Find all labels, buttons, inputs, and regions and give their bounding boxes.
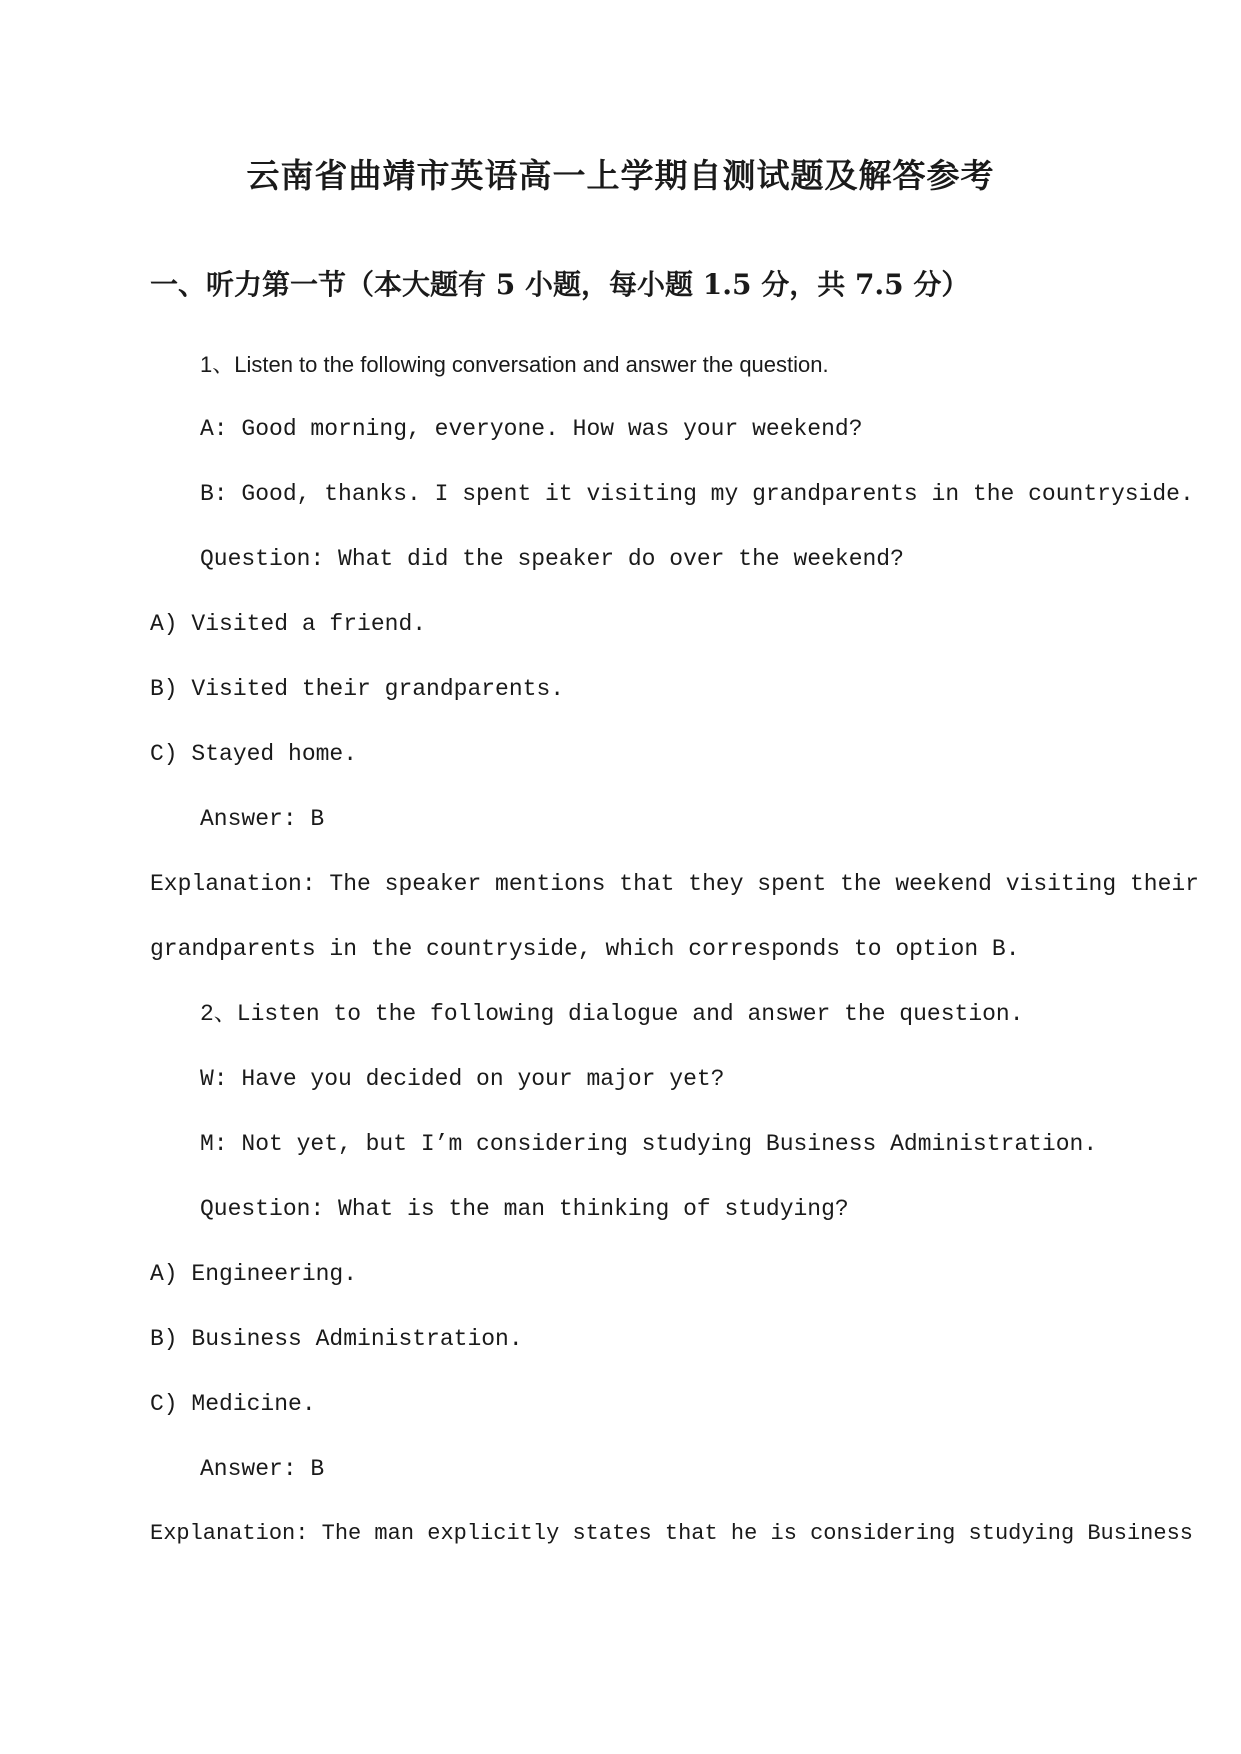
q1-dialogue-b: B: Good, thanks. I spent it visiting my grandparents in the countryside. (200, 481, 1194, 507)
q2-answer: Answer: B (200, 1456, 325, 1482)
q2-question: Question: What is the man thinking of studying? (200, 1196, 849, 1222)
q1-prompt: 1、Listen to the following conversation and answer the question. (200, 352, 829, 377)
q1-explanation-line1: Explanation: The speaker mentions that they spent the weekend visiting their (150, 871, 1199, 897)
q2-option-b: B) Business Administration. (150, 1326, 523, 1352)
section-heading: 一、听力第一节（本大题有 5 小题，每小题 1.5 分，共 7.5 分） (150, 268, 970, 301)
q1-option-a: A) Visited a friend. (150, 611, 427, 637)
q2-prompt: 2、Listen to the following dialogue and answer the question. (200, 1001, 1024, 1027)
q1-question: Question: What did the speaker do over the weekend? (200, 546, 904, 572)
q1-option-c: C) Stayed home. (150, 741, 358, 767)
q2-dialogue-w: W: Have you decided on your major yet? (200, 1066, 725, 1092)
q2-explanation-line1: Explanation: The man explicitly states that he is considering studying Business (150, 1521, 1193, 1546)
q2-option-c: C) Medicine. (150, 1391, 316, 1417)
document-title: 云南省曲靖市英语高一上学期自测试题及解答参考 (246, 156, 995, 195)
q1-answer: Answer: B (200, 806, 325, 832)
q1-dialogue-a: A: Good morning, everyone. How was your weekend? (200, 416, 863, 442)
q2-option-a: A) Engineering. (150, 1261, 358, 1287)
q2-dialogue-m: M: Not yet, but I’m considering studying Business Administration. (200, 1131, 1098, 1157)
q1-option-b: B) Visited their grandparents. (150, 676, 565, 702)
q1-explanation-line2: grandparents in the countryside, which corresponds to option B. (150, 936, 1020, 962)
